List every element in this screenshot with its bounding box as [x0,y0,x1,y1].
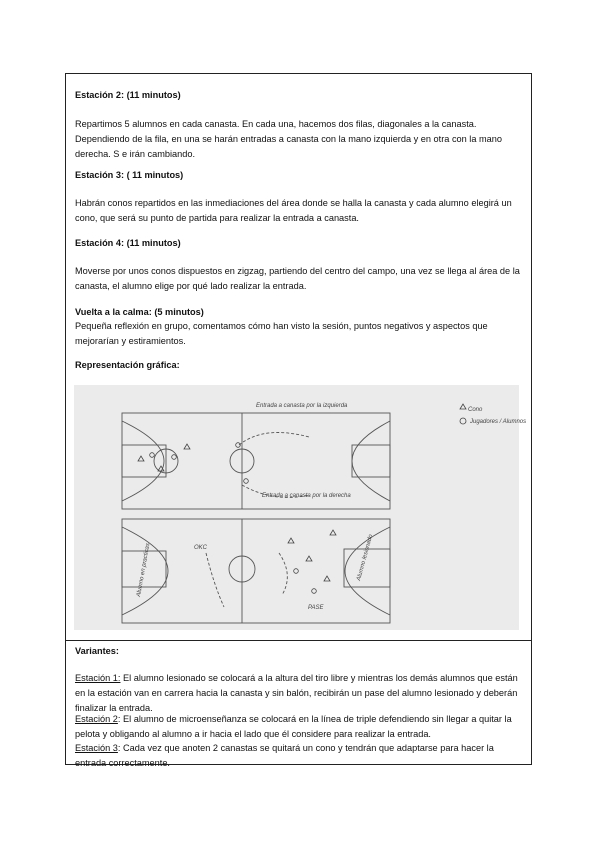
variant-2-label: Estación 2 [75,714,118,724]
station2-heading: Estación 2: (11 minutos) [75,90,181,100]
station2-body: Repartimos 5 alumnos en cada canasta. En cada una, hacemos dos filas, diagonales a la canasta. Dependiendo de la fila, en una se harán entradas a canasta con la mano izquierda y en otra con la mano derecha. S e irán cambiando. [75,119,502,159]
label-trainee: Alumno en practicas [136,542,152,598]
variant-1-text: El alumno lesionado se colocará a la altura del tiro libre y mientras los demás alumnos que están en la estación van en carrera hacia la canasta y sin balón, recibirán un pase del alumno lesionado y deberán finalizar la entrada. [75,673,518,713]
variant-3-label: Estación 3 [75,743,118,753]
variant-3-text: : Cada vez que anoten 2 canastas se quitará un cono y tendrán que adaptarse para hacer la entrada correctamente. [75,743,494,768]
section-divider [66,640,531,641]
variant-2 [75,712,521,742]
legend-cone-label: Cono [468,407,483,413]
variant-1-label: Estación 1: [75,673,121,683]
label-injured: Alumno lesionado [356,533,375,582]
station3-heading: Estación 3: ( 11 minutos) [75,170,184,180]
variant-3 [75,741,521,771]
legend-players-label: Jugadores / Alumnos [470,419,527,425]
document-frame [65,73,532,768]
station4-body: Moverse por unos conos dispuestos en zigzag, partiendo del centro del campo, una vez se llega al área de la canasta, el alumno elige por qué lado realizar la entrada. [75,266,520,291]
court-diagram [74,385,527,630]
variant-2-text: : El alumno de microenseñanza se colocará en la línea de triple defendiendo sin llegar a quitar la pelota y obligando al alumno a ir hacia el lado que él considere para realizar la entrada. [75,714,512,739]
note-left-entry: Entrada a canasta por la izquierda [256,403,348,409]
cooldown-body: Pequeña reflexión en grupo, comentamos cómo han visto la sesión, puntos negativos y aspectos que mejorarían y estiramientos. [75,321,488,346]
variants-heading: Variantes: [75,646,119,656]
station4-heading: Estación 4: (11 minutos) [75,238,181,248]
station3-body: Habrán conos repartidos en las inmediaciones del área donde se halla la canasta y cada alumno elegirá un cono, que será su punto de partida para realizar la entrada a canasta. [75,198,512,223]
label-pass: PASE [308,605,324,611]
court-diagram-photo [74,385,527,630]
graphic-heading: Representación gráfica: [75,360,180,370]
note-right-entry: Entrada a canasta por la derecha [262,493,351,499]
variant-1 [75,671,521,716]
label-dribble: OKC [194,545,208,551]
cooldown-heading: Vuelta a la calma: (5 minutos) [75,307,204,317]
